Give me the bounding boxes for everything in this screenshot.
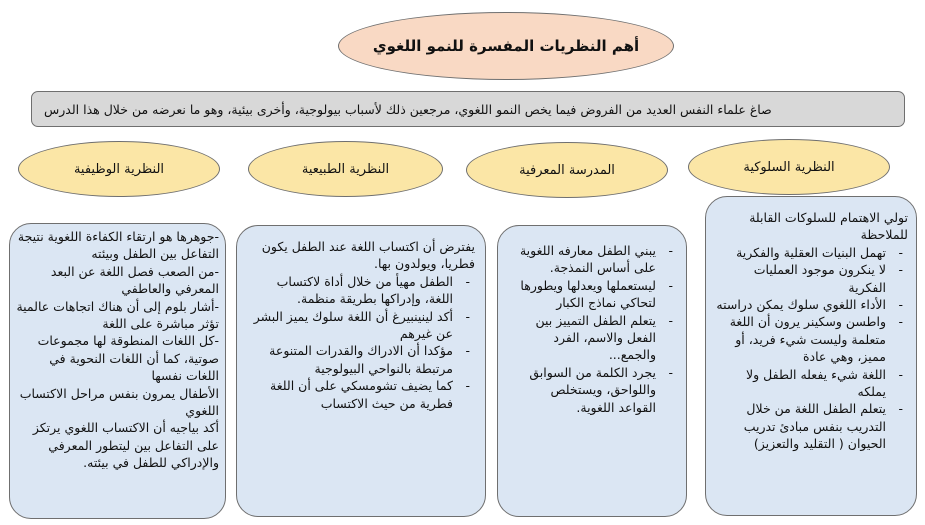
natural-theory-oval: [248, 141, 443, 197]
behavioral-points: [714, 244, 908, 453]
natural-points: [249, 273, 475, 412]
functional-line: -جوهرها هو ارتقاء الكفاءة اللغوية نتيجة التفاعل بين الطفل وبيئته: [17, 229, 219, 262]
functional-theory-oval: [18, 141, 220, 197]
natural-theory-box: [236, 225, 486, 517]
functional-line: الأطفال يمرون بنفس مراحل الاكتساب اللغوي: [19, 385, 219, 419]
list-item: - الطفل مهيأ من خلال أداة لاكتساب اللغة، وإدراكها بطريقة منظمة.: [249, 273, 475, 308]
functional-line: -أشار بلوم إلى أن هناك اتجاهات عالمية تؤثر مباشرة على اللغة: [16, 298, 219, 332]
list-item: - يتعلم الطفل التمييز بين الفعل والاسم، الفرد والجمع...: [512, 312, 678, 364]
list-item: - الأداء اللغوي سلوك يمكن دراسته: [714, 296, 908, 313]
behavioral-theory-oval: [688, 139, 890, 195]
diagram-title: [338, 12, 674, 80]
natural-theory-name: النظرية الطبيعية: [301, 161, 390, 177]
title-text: أهم النظريات المفسرة للنمو اللغوي: [372, 37, 640, 55]
behavioral-lead: تولي الاهتمام للسلوكات القابلة للملاحظة: [749, 210, 908, 243]
cognitive-theory-name: المدرسة المعرفية: [519, 162, 615, 178]
list-item: - مؤكدا أن الادراك والقدرات المتنوعة مرتبطة بالنواحي البيولوجية: [249, 342, 475, 377]
behavioral-theory-box: [705, 196, 917, 516]
list-item: - لا ينكرون موجود العمليات الفكرية: [714, 261, 908, 296]
list-item: - اللغة شيء يفعله الطفل ولا يملكه: [714, 366, 908, 401]
cognitive-points: [512, 242, 678, 416]
functional-line: أكد بياجيه أن الاكتساب اللغوي يرتكز على التفاعل بين ليتطور المعرفي والإدراكي للطفل في بيئته.: [32, 420, 219, 471]
list-item: - أكد لينينبيرغ أن اللغة سلوك يميز البشر عن غيرهم: [249, 308, 475, 343]
functional-theory-box: [9, 223, 226, 519]
natural-lead: يفترض أن اكتساب اللغة عند الطفل يكون فطريا، ويولدون بها.: [261, 239, 475, 272]
list-item: - يجرد الكلمة من السوابق واللواحق، ويستخلص القواعد اللغوية.: [512, 364, 678, 416]
list-item: - يتعلم الطفل اللغة من خلال التدريب بنفس مبادئ تدريب الحيوان ( التقليد والتعزيز): [714, 400, 908, 452]
list-item: - ليستعملها ويعدلها ويطورها لتحاكي نماذج الكبار: [512, 277, 678, 312]
functional-theory-name: النظرية الوظيفية: [73, 161, 165, 177]
functional-line: -كل اللغات المنطوقة لها مجموعات صوتية، كما أن اللغات النحوية في اللغات نفسها: [37, 333, 219, 384]
list-item: - واطسن وسكينر يرون أن اللغة متعلمة وليست شيء فريد، أو مميز، وهي عادة: [714, 313, 908, 365]
list-item: - يبني الطفل معارفه اللغوية على أساس النمذجة.: [512, 242, 678, 277]
behavioral-theory-name: النظرية السلوكية: [743, 159, 835, 175]
intro-text: صاغ علماء النفس العديد من الفروض فيما يخص النمو اللغوي، مرجعين ذلك لأسباب بيولوجية، وأخرى بيئية، وهو ما نعرضه من خلال هذا الدرس: [44, 101, 772, 117]
list-item: - كما يضيف تشومسكي على أن اللغة فطرية من حيث الاكتساب: [249, 377, 475, 412]
cognitive-theory-box: [497, 225, 687, 517]
intro-box: [31, 91, 905, 127]
cognitive-theory-oval: [466, 142, 668, 198]
list-item: - تهمل البنيات العقلية والفكرية: [714, 244, 908, 261]
functional-line: -من الصعب فصل اللغة عن البعد المعرفي والعاطفي: [50, 263, 219, 297]
